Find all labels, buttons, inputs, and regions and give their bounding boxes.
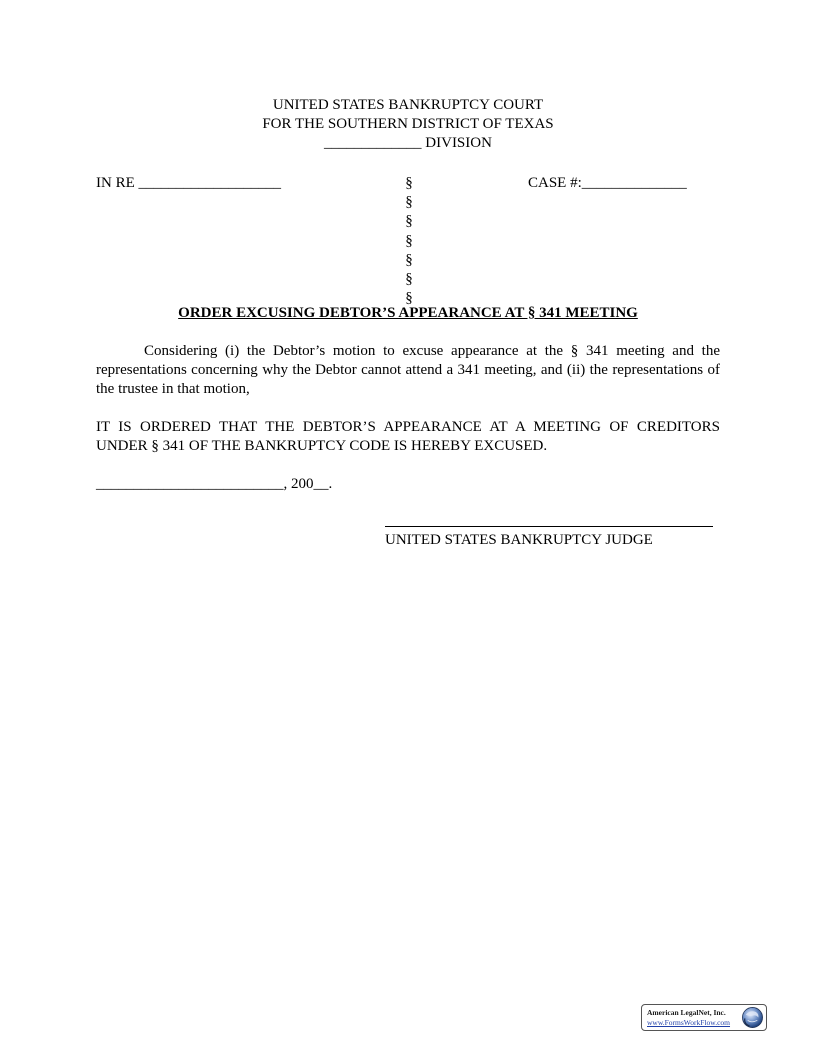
section-symbol: §	[405, 232, 413, 249]
section-symbol: §	[405, 194, 413, 211]
division-line: _____________ DIVISION	[324, 135, 492, 151]
court-name: UNITED STATES BANKRUPTCY COURT	[272, 97, 544, 113]
logo-url-link[interactable]: www.FormsWorkFlow.com	[647, 1018, 731, 1027]
section-symbol: §	[405, 271, 413, 288]
signature-label: UNITED STATES BANKRUPTCY JUDGE	[385, 532, 653, 548]
section-symbol: §	[405, 290, 413, 307]
in-re-line: IN RE ___________________	[96, 175, 281, 191]
order-title: ORDER EXCUSING DEBTOR’S APPEARANCE AT § 341 MEETING	[178, 305, 638, 321]
ordered-paragraph: IT IS ORDERED THAT THE DEBTOR’S APPEARANCE AT A MEETING OF CREDITORS UNDER § 341 OF THE BANKRUPTCY CODE IS HEREBY EXCUSED.	[96, 419, 720, 454]
section-symbol: §	[405, 213, 413, 230]
section-symbol: §	[405, 175, 413, 191]
case-number-line: CASE #:______________	[528, 175, 687, 191]
considering-paragraph: Considering (i) the Debtor’s motion to excuse appearance at the § 341 meeting and the representations concerning why the Debtor cannot attend a 341 meeting, and (ii) the representations of the trustee in that motion,	[96, 343, 720, 397]
globe-icon	[741, 1006, 764, 1029]
date-line: _________________________, 200__.	[96, 476, 333, 492]
district-name: FOR THE SOUTHERN DISTRICT OF TEXAS	[262, 116, 554, 132]
section-symbol: §	[405, 251, 413, 268]
signature-line	[385, 526, 713, 527]
court-header	[0, 96, 816, 153]
logo-company-name: American LegalNet, Inc.	[647, 1008, 726, 1017]
section-symbol-column	[403, 174, 415, 308]
footer-logo[interactable]	[641, 1004, 767, 1031]
